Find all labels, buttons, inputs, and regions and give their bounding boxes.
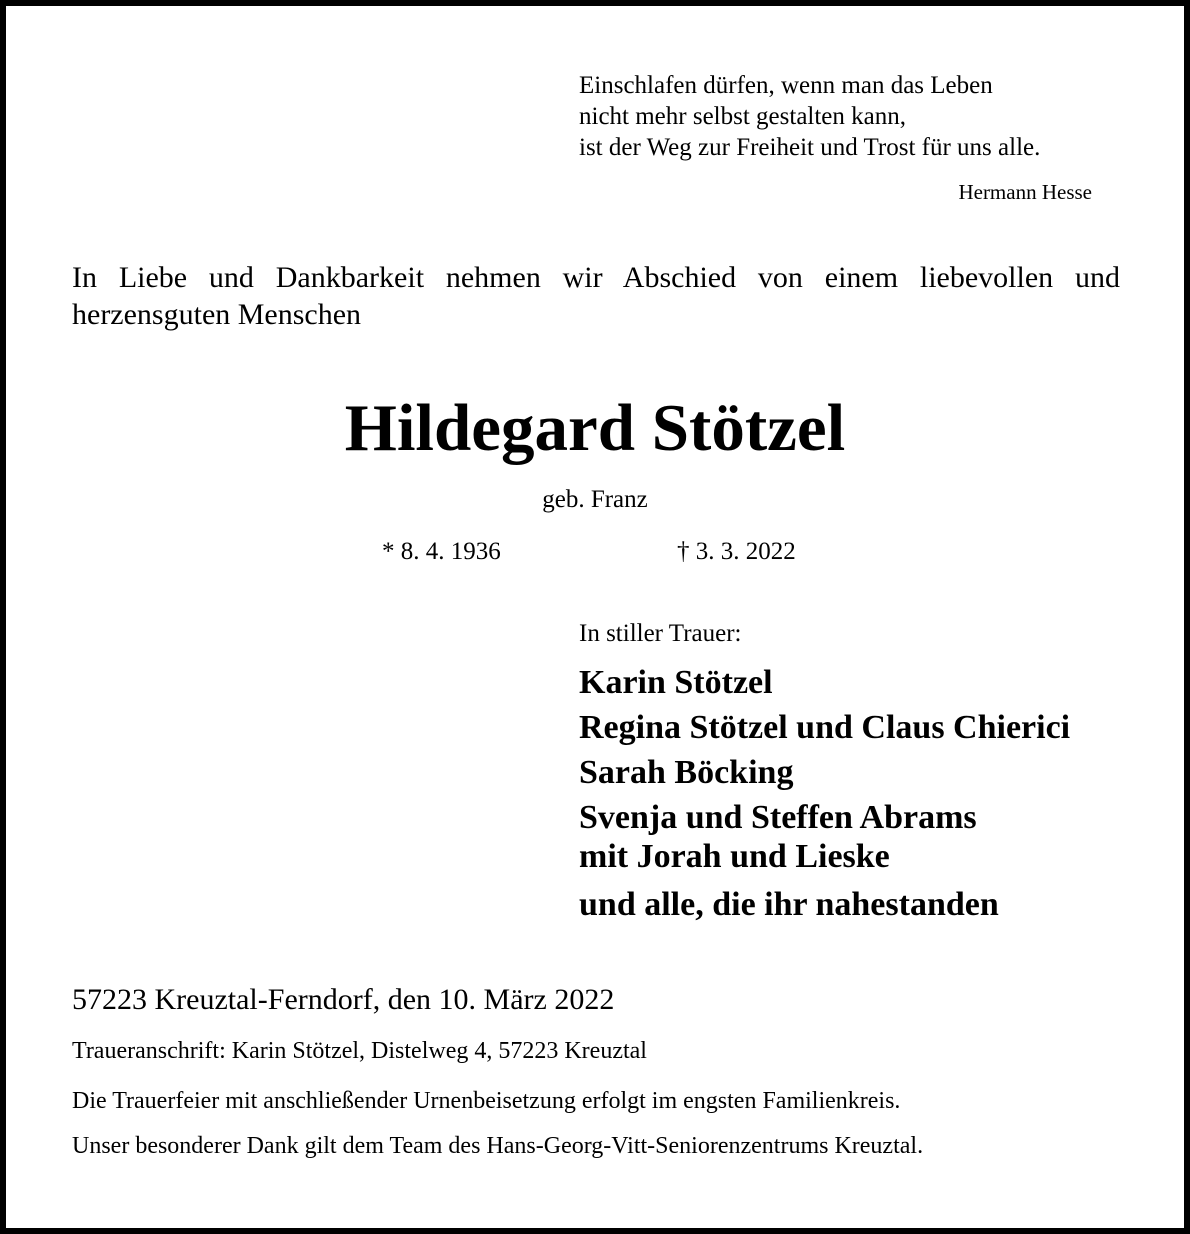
quote-block <box>579 70 1040 163</box>
mourner-name: Svenja und Steffen Abrams <box>579 799 977 836</box>
quote-author: Hermann Hesse <box>958 180 1092 204</box>
funeral-note: Die Trauerfeier mit anschließender Urnenbeisetzung erfolgt im engsten Familienkreis. <box>72 1088 901 1114</box>
mourner-name: Karin Stötzel <box>579 664 773 701</box>
mourning-label: In stiller Trauer: <box>579 620 742 647</box>
quote-line: Einschlafen dürfen, wenn man das Leben <box>579 72 993 99</box>
quote-line: ist der Weg zur Freiheit und Trost für uns alle. <box>579 134 1041 161</box>
place-date: 57223 Kreuztal-Ferndorf, den 10. März 2022 <box>72 983 615 1016</box>
quote-line: nicht mehr selbst gestalten kann, <box>579 103 907 130</box>
mourner-name: und alle, die ihr nahestanden <box>579 886 999 923</box>
thanks-note: Unser besonderer Dank gilt dem Team des Hans-Georg-Vitt-Seniorenzentrums Kreuztal. <box>72 1133 924 1159</box>
mourner-name: mit Jorah und Lieske <box>579 838 890 875</box>
mourners-list <box>579 663 1070 924</box>
deceased-name: Hildegard Stötzel <box>344 391 846 465</box>
intro-text: In Liebe und Dankbarkeit nehmen wir Abschied von einem liebevollen und herzensguten Menschen <box>72 261 1120 331</box>
mourner-name: Regina Stötzel und Claus Chierici <box>579 709 1071 746</box>
death-date: † 3. 3. 2022 <box>677 538 796 565</box>
mourning-address: Traueranschrift: Karin Stötzel, Distelweg 4, 57223 Kreuztal <box>72 1038 647 1064</box>
maiden-name: geb. Franz <box>542 486 648 513</box>
birth-date: * 8. 4. 1936 <box>382 538 501 565</box>
mourner-name: Sarah Böcking <box>579 754 794 791</box>
